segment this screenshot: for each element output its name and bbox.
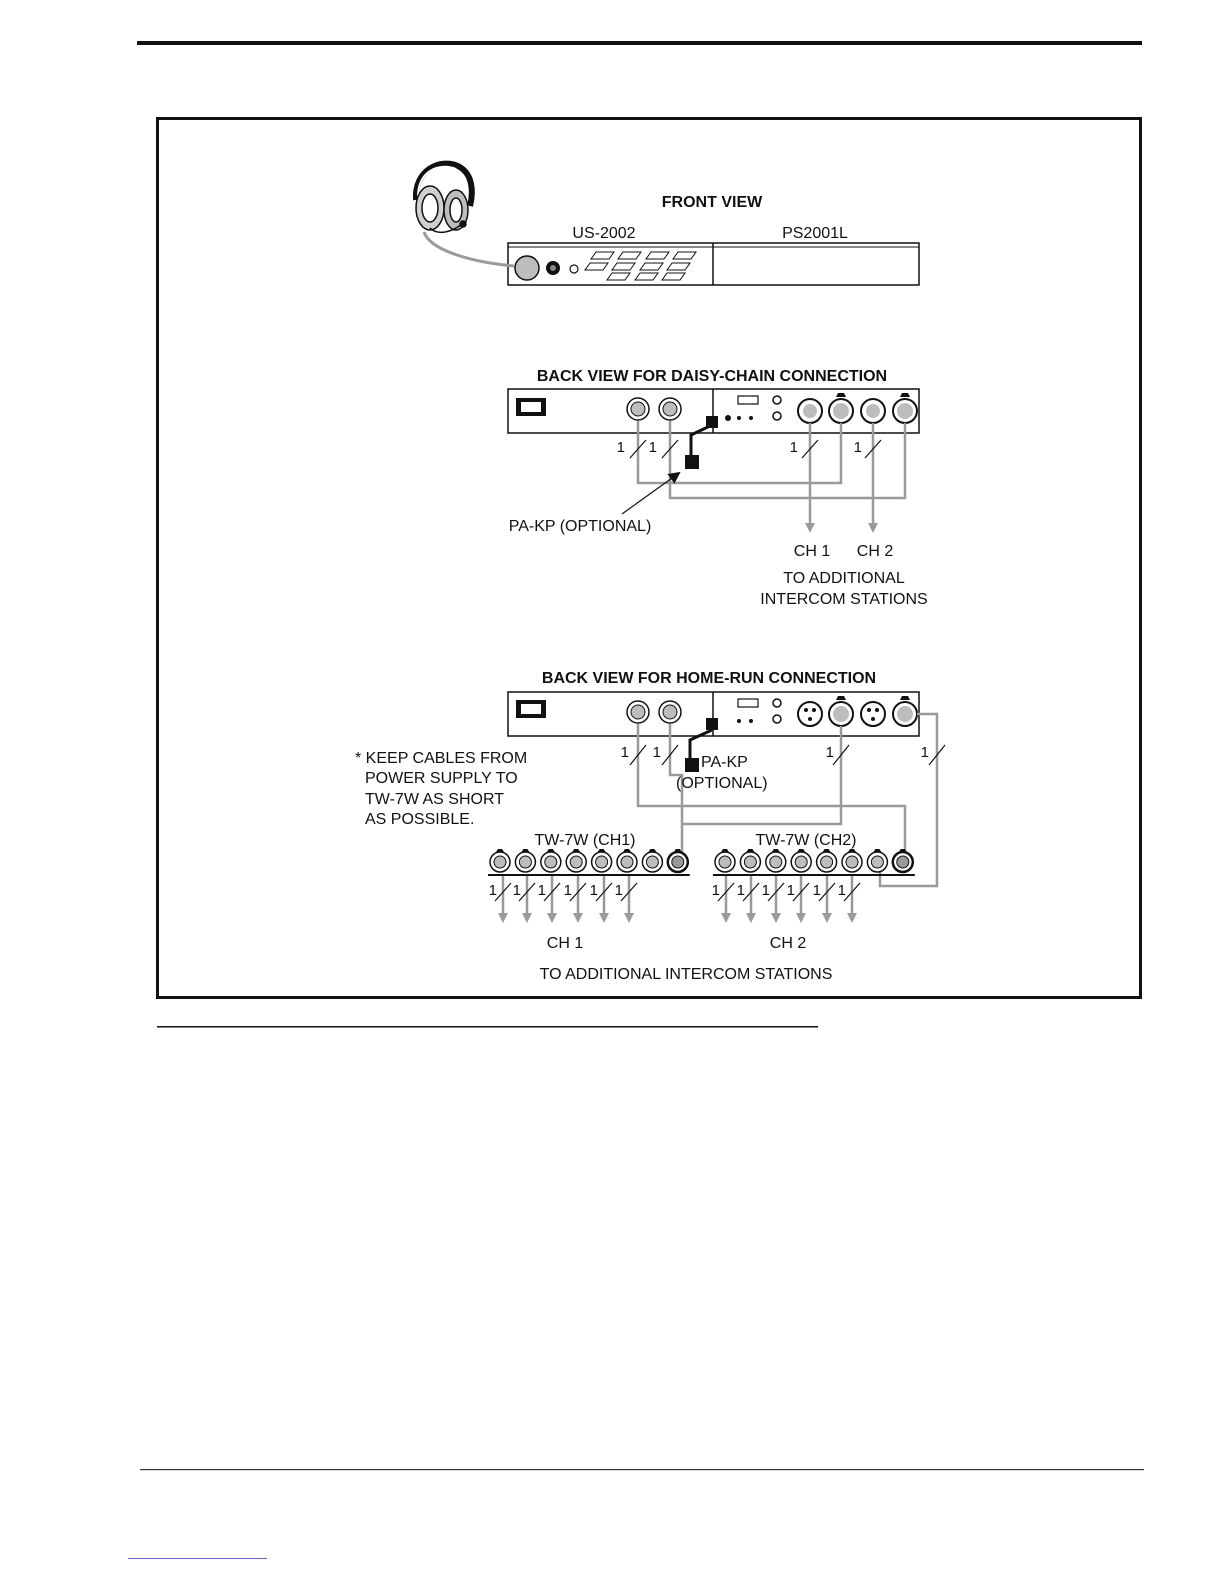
- headset-jack-icon: [515, 256, 539, 280]
- note-line-4: AS POSSIBLE.: [365, 811, 475, 828]
- us-2002-label: US-2002: [572, 225, 636, 242]
- ch2-count-4: 1: [786, 882, 795, 899]
- daisy-chain-heading: BACK VIEW FOR DAISY-CHAIN CONNECTION: [536, 368, 888, 385]
- ch2-count-2: 1: [736, 882, 745, 899]
- daisy-destination-line-2: INTERCOM STATIONS: [760, 591, 928, 608]
- note-line-3: TW-7W AS SHORT: [365, 791, 504, 808]
- hr-count-3: 1: [825, 744, 834, 761]
- ch2-xlr-jack-7-icon: [867, 849, 887, 872]
- ch2-xlr-jack-3-icon: [766, 849, 786, 872]
- ch2-count-3: 1: [761, 882, 770, 899]
- ch1-xlr-jack-4-icon: [566, 849, 586, 872]
- ch2-count-6: 1: [837, 882, 846, 899]
- ch1-count-2: 1: [512, 882, 521, 899]
- ch2-count-5: 1: [812, 882, 821, 899]
- daisy-count-3: 1: [789, 439, 798, 456]
- ch1-xlr-jack-1-icon: [490, 849, 510, 872]
- hr-optional-label: (OPTIONAL): [676, 775, 768, 792]
- ch1-count-5: 1: [589, 882, 598, 899]
- note-line-2: POWER SUPPLY TO: [365, 770, 518, 787]
- tw7w-ch2-splitter: [713, 849, 915, 875]
- ch1-xlr-jack-6-icon: [617, 849, 637, 872]
- daisy-ch2-label: CH 2: [856, 543, 894, 560]
- hr-ch1-label: CH 1: [546, 935, 584, 952]
- daisy-count-2: 1: [648, 439, 657, 456]
- tw7w-ch1-splitter: [488, 849, 690, 875]
- daisy-destination-line-1: TO ADDITIONAL: [783, 570, 905, 587]
- footer-link-rule: [128, 1558, 267, 1559]
- hr-pa-kp-label: PA-KP: [701, 754, 748, 771]
- hr-ch2-label: CH 2: [769, 935, 807, 952]
- ch2-xlr-jack-4-icon: [791, 849, 811, 872]
- tw7w-ch1-label: TW-7W (CH1): [534, 832, 636, 849]
- ch2-xlr-jack-8-icon: [893, 849, 913, 872]
- ch1-xlr-jack-8-icon: [668, 849, 688, 872]
- ch2-xlr-jack-6-icon: [842, 849, 862, 872]
- daisy-cables: [638, 421, 905, 528]
- home-run-heading: BACK VIEW FOR HOME-RUN CONNECTION: [541, 670, 877, 687]
- hr-count-2: 1: [652, 744, 661, 761]
- footnote-rule: [157, 1026, 818, 1028]
- serial-port-icon: [738, 396, 758, 404]
- ch1-xlr-jack-2-icon: [515, 849, 535, 872]
- note-line-1: * KEEP CABLES FROM: [355, 750, 528, 767]
- ch2-xlr-jack-2-icon: [740, 849, 760, 872]
- daisy-chain-section: [508, 368, 928, 608]
- daisy-count-1: 1: [616, 439, 625, 456]
- ch1-count-6: 1: [614, 882, 623, 899]
- ps2001l-label: PS2001L: [782, 225, 848, 242]
- ch1-xlr-jack-3-icon: [541, 849, 561, 872]
- ch1-xlr-jack-7-icon: [642, 849, 662, 872]
- ch1-count-3: 1: [537, 882, 546, 899]
- home-run-section: [355, 670, 945, 983]
- home-run-cable-tick-marks: [630, 745, 945, 765]
- ch1-xlr-jack-5-icon: [592, 849, 612, 872]
- ch1-count-1: 1: [488, 882, 497, 899]
- top-rule: [137, 41, 1142, 45]
- daisy-ch1-label: CH 1: [793, 543, 831, 560]
- headset-cable: [424, 232, 514, 266]
- daisy-count-4: 1: [853, 439, 862, 456]
- tw7w-ch2-label: TW-7W (CH2): [755, 832, 857, 849]
- front-view: [416, 164, 919, 285]
- hr-count-4: 1: [920, 744, 929, 761]
- hr-destination-label: TO ADDITIONAL INTERCOM STATIONS: [539, 966, 833, 983]
- hr-count-1: 1: [620, 744, 629, 761]
- ch2-xlr-jack-5-icon: [817, 849, 837, 872]
- headset-icon: [416, 164, 472, 233]
- daisy-cable-tick-marks: [630, 440, 881, 458]
- ch2-xlr-jack-1-icon: [715, 849, 735, 872]
- front-panel: [508, 243, 919, 285]
- ch1-count-4: 1: [563, 882, 572, 899]
- bottom-rule: [140, 1469, 1144, 1470]
- ch2-count-1: 1: [711, 882, 720, 899]
- pa-kp-optional-label: PA-KP (OPTIONAL): [508, 518, 652, 535]
- front-view-heading: FRONT VIEW: [661, 194, 763, 211]
